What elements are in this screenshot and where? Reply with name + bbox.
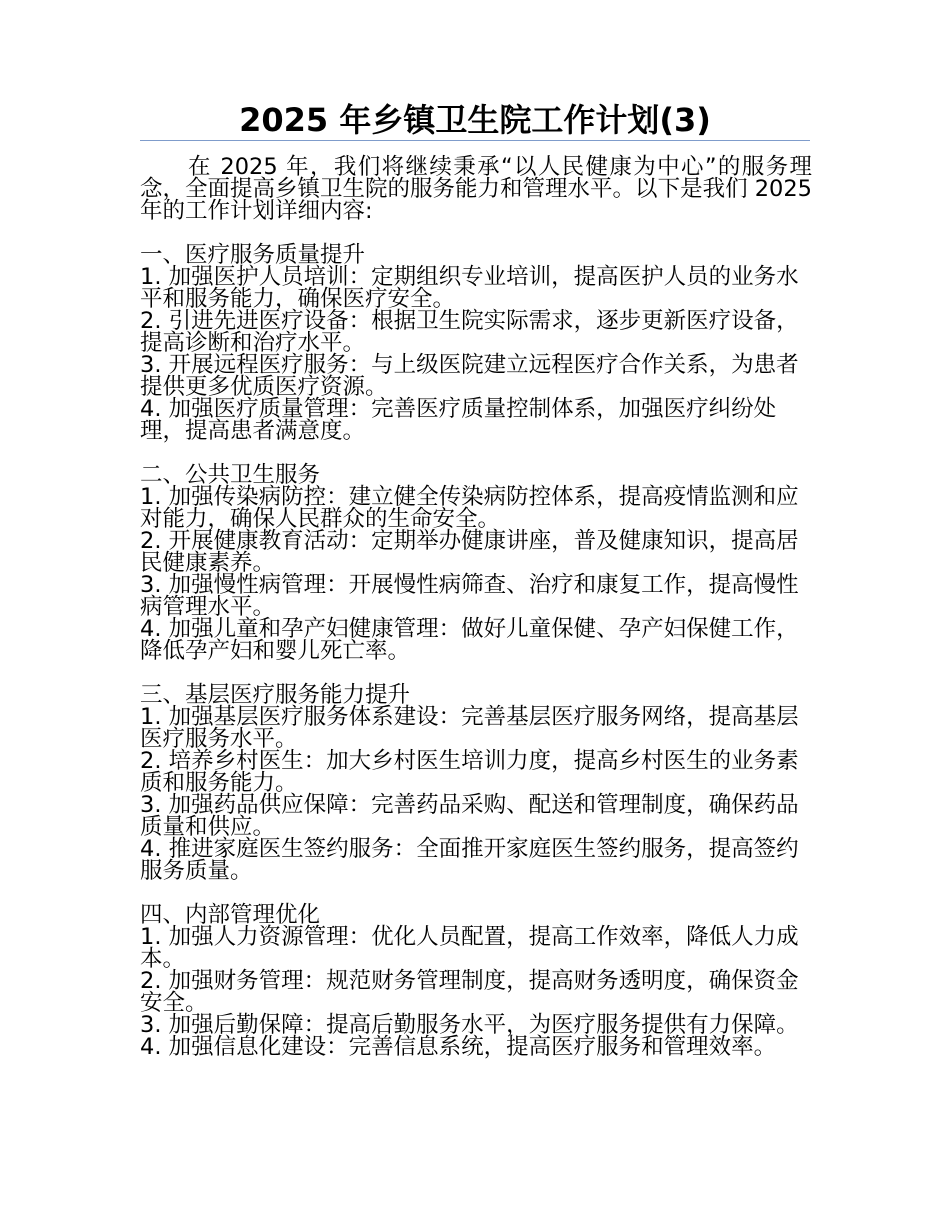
section-grassroots-capacity — [140, 684, 812, 882]
section-internal-management — [140, 904, 812, 1058]
section-public-health — [140, 464, 812, 662]
section-heading: 一、医疗服务质量提升 — [140, 242, 366, 268]
title-underline — [140, 140, 810, 141]
list-item: 2. 引进先进医疗设备：根据卫生院实际需求，逐步更新医疗设备，提高诊断和治疗水平。 — [140, 308, 799, 356]
list-item: 4. 推进家庭医生签约服务：全面推开家庭医生签约服务，提高签约服务质量。 — [140, 836, 799, 884]
list-item: 4. 加强儿童和孕产妇健康管理：做好儿童保健、孕产妇保健工作，降低孕产妇和婴儿死亡率。 — [140, 616, 799, 664]
list-item: 1. 加强人力资源管理：优化人员配置，提高工作效率，降低人力成本。 — [140, 924, 799, 972]
list-item: 3. 开展远程医疗服务：与上级医院建立远程医疗合作关系，为患者提供更多优质医疗资源。 — [140, 352, 799, 400]
list-item: 1. 加强传染病防控：建立健全传染病防控体系，提高疫情监测和应对能力，确保人民群众的生命安全。 — [140, 484, 799, 532]
list-item: 3. 加强慢性病管理：开展慢性病筛查、治疗和康复工作，提高慢性病管理水平。 — [140, 572, 799, 620]
section-heading: 二、公共卫生服务 — [140, 462, 321, 488]
list-item: 4. 加强信息化建设：完善信息系统，提高医疗服务和管理效率。 — [140, 1034, 777, 1060]
list-item: 1. 加强基层医疗服务体系建设：完善基层医疗服务网络，提高基层医疗服务水平。 — [140, 704, 799, 752]
section-heading: 四、内部管理优化 — [140, 902, 321, 928]
list-item: 4. 加强医疗质量管理：完善医疗质量控制体系，加强医疗纠纷处理，提高患者满意度。 — [140, 396, 777, 444]
list-item: 3. 加强后勤保障：提高后勤服务水平，为医疗服务提供有力保障。 — [140, 1012, 799, 1038]
intro-paragraph: 在 2025 年，我们将继续秉承“以人民健康为中心”的服务理念，全面提高乡镇卫生院的服务能力和管理水平。以下是我们 2025 年的工作计划详细内容: — [140, 154, 812, 224]
list-item: 2. 开展健康教育活动：定期举办健康讲座，普及健康知识，提高居民健康素养。 — [140, 528, 799, 576]
section-medical-quality — [140, 244, 812, 442]
list-item: 2. 培养乡村医生：加大乡村医生培训力度，提高乡村医生的业务素质和服务能力。 — [140, 748, 799, 796]
page-title: 2025 年乡镇卫生院工作计划(3) — [239, 101, 711, 139]
list-item: 2. 加强财务管理：规范财务管理制度，提高财务透明度，确保资金安全。 — [140, 968, 799, 1016]
list-item: 1. 加强医护人员培训：定期组织专业培训，提高医护人员的业务水平和服务能力，确保医疗安全。 — [140, 264, 799, 312]
section-heading: 三、基层医疗服务能力提升 — [140, 682, 411, 708]
list-item: 3. 加强药品供应保障：完善药品采购、配送和管理制度，确保药品质量和供应。 — [140, 792, 799, 840]
document-body — [140, 156, 812, 1080]
